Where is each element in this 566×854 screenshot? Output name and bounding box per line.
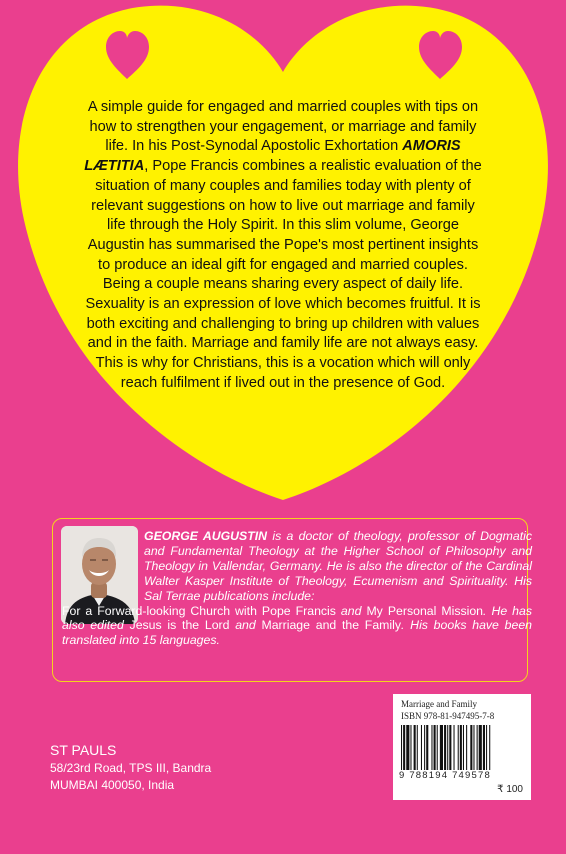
book-title-amoris-laetitia: AMORIS LÆTITIA: [84, 138, 461, 175]
price-label: ₹ 100: [497, 784, 523, 795]
author-bio-and-2: and: [229, 618, 262, 633]
blurb-text-1: A simple guide for engaged and married couples with tips on how to strengthen your engagement, or marriage and family life. In his Post-Synodal Apostolic Exhortation: [87, 99, 479, 155]
book-title-marriage-and-the-family: Marriage and the Family: [261, 618, 402, 633]
author-name: GEORGE AUGUSTIN: [144, 529, 268, 543]
book-title-jesus-is-the-lord: Jesus is the Lord: [129, 618, 230, 633]
barcode-digits: 9 788194 749578: [399, 770, 491, 781]
author-bio-text-3: . His books have been translated into 15 languages.: [62, 618, 532, 648]
barcode-icon: [401, 725, 523, 770]
blurb-text-2: , Pope Francis combines a realistic evaluation of the situation of many couples and families today with plenty of relevant suggestions on how to live out marriage and family life through the Holy Spirit. In this slim volume, George Augustin has summarised the Pope's most pertinent insights to produce an ideal gift for engaged and married couples. Being a couple means sharing every aspect of daily life. Sexuality is an expression of love which becomes fruitful. It is both exciting and challenging to bring up children with values and in the faith. Marriage and family life are not always easy. This is why for Christians, this is a vocation which will only reach fulfilment if lived out in the presence of God.: [85, 158, 482, 391]
isbn-number: ISBN 978-81-947495-7-8: [401, 711, 495, 721]
publisher-address-line-2: MUMBAI 400050, India: [50, 778, 175, 792]
author-bio-and-1: and: [335, 603, 367, 618]
book-title-my-personal-mission: My Personal Mission: [366, 603, 484, 618]
author-bio-text-2: . He has also edited: [62, 603, 532, 633]
barcode-book-title: Marriage and Family: [401, 699, 477, 709]
publisher-block: [50, 742, 211, 795]
publisher-name: ST PAULS: [50, 742, 117, 758]
book-title-forward-looking-church: For a Forward-looking Church with Pope Francis: [62, 603, 336, 618]
author-bio-text-1: is a doctor of theology, professor of Dogmatic and Fundamental Theology at the Higher School of Philosophy and Theology in Vallendar, Germany. He is also the director of the Cardinal Walter Kasper Institute of Theology, Ecumenism and Spirituality. His Sal Terrae publications include:: [144, 529, 533, 603]
author-bio: [62, 529, 532, 648]
back-cover-blurb: [84, 98, 482, 394]
barcode-box: [393, 694, 531, 800]
publisher-address-line-1: 58/23rd Road, TPS III, Bandra: [50, 760, 212, 775]
